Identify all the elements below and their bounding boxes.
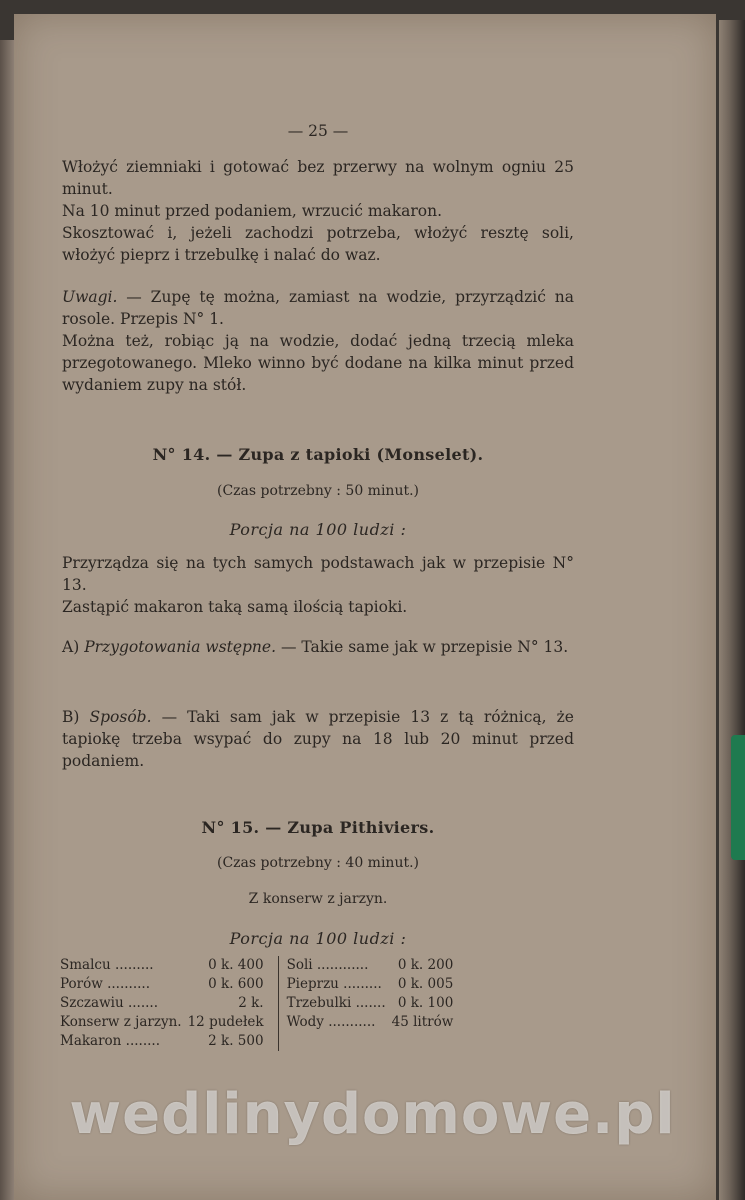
ingredient-name: Soli ............ bbox=[278, 956, 386, 975]
uwagi-paragraph-2: Można też, robiąc ją na wodzie, dodać jedną trzecią mleka przegotowanego. Mleko winno być dodane na kilka minut przed wydaniem zupy na stół. bbox=[62, 332, 574, 394]
ingredient-qty: 0 k. 100 bbox=[397, 995, 454, 1011]
ingredients-table bbox=[60, 956, 453, 1051]
recipe-14-title: — Zupa z tapioki (Monselet). bbox=[210, 445, 484, 464]
ingredient-name: Trzebulki ....... bbox=[278, 994, 386, 1013]
ingredient-qty: 0 k. 600 bbox=[208, 976, 264, 992]
ingredient-name: Smalcu ......... bbox=[60, 957, 154, 973]
ingredient-qty: 0 k. 200 bbox=[397, 957, 454, 973]
recipe-15-number: N° 15. bbox=[201, 818, 260, 837]
ingredient-qty: 2 k. bbox=[238, 995, 264, 1011]
recipe-14-step-a bbox=[62, 636, 574, 658]
table-row bbox=[60, 956, 453, 975]
step-b-text: — Taki sam jak w przepisie 13 z tą różnicą, że tapiokę trzeba wsypać do zupy na 18 lub 20 minut przed podaniem. bbox=[62, 708, 574, 770]
recipe-14-step-b bbox=[62, 706, 574, 772]
recipe-14-paragraph-2: Zastąpić makaron taką samą ilością tapioki. bbox=[62, 598, 408, 616]
recipe-15-time: (Czas potrzebny : 40 minut.) bbox=[217, 855, 419, 871]
page-number: — 25 — bbox=[287, 122, 349, 140]
uwagi-label: Uwagi. bbox=[62, 288, 118, 306]
book-right-edge bbox=[719, 20, 745, 1200]
step-b-label: B) bbox=[62, 708, 80, 726]
uwagi-paragraph bbox=[62, 286, 574, 330]
table-row bbox=[60, 1032, 453, 1051]
step-b-title: Sposób. bbox=[89, 708, 152, 726]
step-a-title: Przygotowania wstępne. bbox=[84, 638, 277, 656]
book-page bbox=[14, 14, 716, 1200]
ingredient-name: Wody ........... bbox=[278, 1013, 386, 1032]
ingredients-table-wrap bbox=[60, 956, 453, 1051]
intro-paragraph-2: Na 10 minut przed podaniem, wrzucić makaron. bbox=[62, 202, 443, 220]
ingredient-qty: 0 k. 005 bbox=[397, 976, 454, 992]
ingredient-qty: 45 litrów bbox=[391, 1014, 454, 1030]
ingredient-name: Szczawiu ....... bbox=[60, 995, 158, 1011]
ingredient-name bbox=[278, 1032, 386, 1051]
bookmark-ribbon bbox=[731, 735, 745, 860]
recipe-14-time: (Czas potrzebny : 50 minut.) bbox=[217, 483, 419, 499]
recipe-14-paragraph-1: Przyrządza się na tych samych podstawach jak w przepisie N° 13. bbox=[62, 554, 574, 594]
ingredient-name: Konserw z jarzyn. bbox=[60, 1014, 182, 1030]
intro-text bbox=[62, 156, 574, 266]
intro-paragraph-1: Włożyć ziemniaki i gotować bez przerwy na wolnym ogniu 25 minut. bbox=[62, 158, 574, 198]
recipe-15-title: — Zupa Pithiviers. bbox=[259, 818, 435, 837]
uwagi-section bbox=[62, 286, 574, 396]
ingredient-name: Pieprzu ......... bbox=[278, 975, 386, 994]
uwagi-text: — Zupę tę można, zamiast na wodzie, przyrządzić na rosole. Przepis N° 1. bbox=[62, 288, 574, 328]
ingredient-qty bbox=[386, 1032, 454, 1051]
recipe-14-body bbox=[62, 552, 574, 618]
table-row bbox=[60, 994, 453, 1013]
ingredient-name: Makaron ........ bbox=[60, 1033, 160, 1049]
table-row bbox=[60, 975, 453, 994]
recipe-15-heading bbox=[62, 817, 574, 839]
intro-paragraph-3: Skosztować i, jeżeli zachodzi potrzeba, włożyć resztę soli, włożyć pieprz i trzebulkę i nalać do waz. bbox=[62, 224, 574, 264]
recipe-15-porcja: Porcja na 100 ludzi : bbox=[229, 929, 407, 948]
ingredient-name: Porów .......... bbox=[60, 976, 151, 992]
table-row bbox=[60, 1013, 453, 1032]
ingredient-qty: 2 k. 500 bbox=[208, 1033, 264, 1049]
step-a-text: — Takie same jak w przepisie N° 13. bbox=[276, 638, 569, 656]
watermark: wedlinydomowe.pl bbox=[69, 1082, 676, 1147]
recipe-14-heading bbox=[62, 444, 574, 466]
step-a-label: A) bbox=[62, 638, 80, 656]
ingredient-qty: 12 pudełek bbox=[187, 1014, 264, 1030]
ingredient-qty: 0 k. 400 bbox=[208, 957, 264, 973]
recipe-14-number: N° 14. bbox=[152, 445, 211, 464]
recipe-15-note: Z konserw z jarzyn. bbox=[248, 891, 388, 907]
recipe-14-porcja: Porcja na 100 ludzi : bbox=[229, 520, 407, 539]
